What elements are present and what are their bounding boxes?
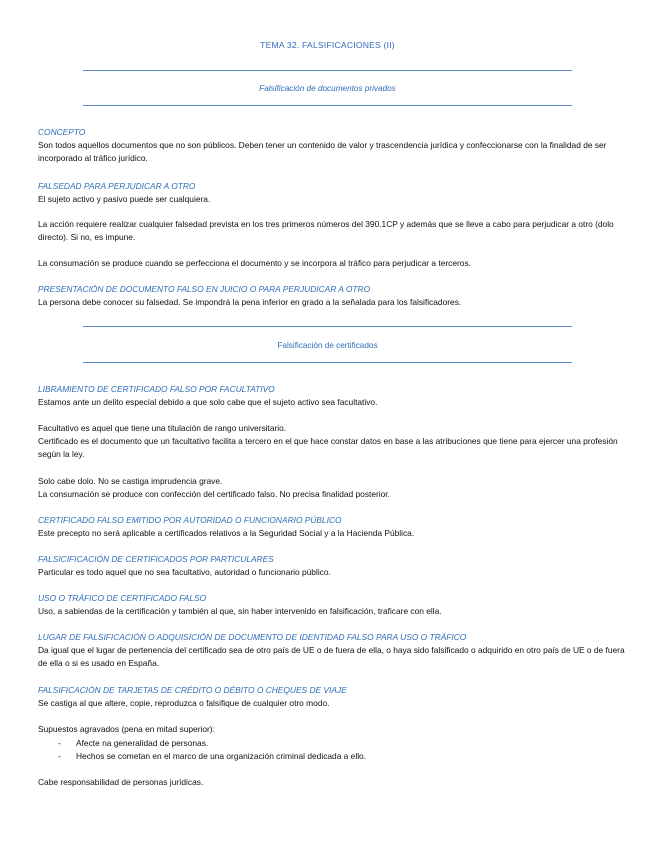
dash-bullet: -: [58, 738, 61, 748]
section-heading: FALSICIFICACIÓN DE CERTIFICADOS POR PARTICULARES: [38, 554, 274, 564]
libramiento-consumacion: [38, 475, 631, 501]
paragraph: Facultativo es aquel que tiene una titulación de rango universitario.: [38, 423, 287, 433]
agravados-intro: Supuestos agravados (pena en mitad superior):: [38, 724, 215, 734]
tarjetas-block: [38, 684, 631, 710]
paragraph: La acción requiere realizar cualquier falsedad prevista en los tres primeros números del 390.1CP y además que se lleve a cabo para perjudicar a otro (dolo directo). Si no, es impune.: [38, 219, 614, 242]
presentacion-block: [38, 283, 631, 309]
section-heading: CONCEPTO: [38, 127, 86, 137]
paragraph: El sujeto activo y pasivo puede ser cualquiera.: [38, 194, 211, 204]
final-paragraph: Cabe responsabilidad de personas jurídicas.: [38, 777, 204, 787]
libramiento-block: [38, 383, 631, 409]
list-item-text: Afecte na generalidad de personas.: [76, 738, 209, 748]
paragraph: Se castiga al que altere, copie, reproduzca o falsifique de cualquier otro modo.: [38, 698, 330, 708]
section-heading: USO O TRÁFICO DE CERTIFICADO FALSO: [38, 593, 207, 603]
section-heading: LUGAR DE FALSIFICACIÓN O ADQUISICIÓN DE DOCUMENTO DE IDENTIDAD FALSO PARA USO O TRÁFICO: [38, 632, 467, 642]
paragraph: Uso, a sabiendas de la certificación y también al que, sin haber intervenido en falsificación, traficare con ella.: [38, 606, 442, 616]
paragraph: Estamos ante un delito especial debido a que solo cabe que el sujeto activo sea facultativo.: [38, 397, 378, 407]
section-title-certificates: Falsificación de certificados: [277, 341, 378, 350]
lugar-block: [38, 631, 631, 670]
divider: [83, 326, 572, 327]
divider: [83, 362, 572, 363]
falsedad-block: [38, 180, 631, 206]
paragraph: Particular es todo aquel que no sea facultativo, autoridad o funcionario público.: [38, 567, 331, 577]
document-title: TEMA 32. FALSIFICACIONES (II): [260, 40, 395, 50]
list-item: [58, 737, 631, 750]
section-heading: LIBRAMIENTO DE CERTIFICADO FALSO POR FACULTATIVO: [38, 384, 275, 394]
paragraph: La persona debe conocer su falsedad. Se impondrá la pena inferior en grado a la señalada para los falsificadores.: [38, 297, 462, 307]
divider: [83, 105, 572, 106]
paragraph: Este precepto no será aplicable a certificados relativos a la Seguridad Social y a la Hacienda Pública.: [38, 528, 415, 538]
list-item: [58, 750, 631, 763]
divider: [83, 70, 572, 71]
list-item-text: Hechos se cometan en el marco de una organización criminal dedicada a ello.: [76, 751, 367, 761]
paragraph: La consumación se produce con confección del certificado falso. No precisa finalidad posterior.: [38, 489, 390, 499]
paragraph: Son todos aquellos documentos que no son públicos. Deben tener un contenido de valor y trascendencia jurídica y confeccionarse con la finalidad de ser incorporado al tráfico jurídico.: [38, 140, 607, 163]
paragraph: Da igual que el lugar de pertenencia del certificado sea de otro país de UE o de fuera de ella, o haya sido falsificado o adquirido en otro país de UE o de fuera de ella o si es usado en España.: [38, 645, 625, 668]
section-title-private-documents: Falsificación de documentos privados: [259, 84, 396, 93]
concepto-block: [38, 126, 631, 165]
section-heading: FALSEDAD PARA PERJUDICAR A OTRO: [38, 181, 196, 191]
paragraph: La consumación se produce cuando se perfecciona el documento y se incorpora al tráfico para perjudicar a terceros.: [38, 258, 471, 268]
paragraph: Solo cabe dolo. No se castiga imprudencia grave.: [38, 476, 223, 486]
autoridad-block: [38, 514, 631, 540]
uso-block: [38, 592, 631, 618]
libramiento-definitions: [38, 422, 631, 461]
section-heading: CERTIFICADO FALSO EMITIDO POR AUTORIDAD O FUNCIONARIO PÚBLICO: [38, 515, 342, 525]
paragraph: Certificado es el documento que un facultativo facilita a tercero en el que hace constar datos en base a las atribuciones que tiene para ejercer una profesión según la ley.: [38, 436, 618, 459]
agravados-list: [58, 737, 631, 763]
section-heading: FALSIFICACIÓN DE TARJETAS DE CRÉDITO O DÉBITO O CHEQUES DE VIAJE: [38, 685, 347, 695]
section-heading: PRESENTACIÓN DE DOCUMENTO FALSO EN JUICIO O PARA PERJUDICAR A OTRO: [38, 284, 371, 294]
dash-bullet: -: [58, 751, 61, 761]
particulares-block: [38, 553, 631, 579]
